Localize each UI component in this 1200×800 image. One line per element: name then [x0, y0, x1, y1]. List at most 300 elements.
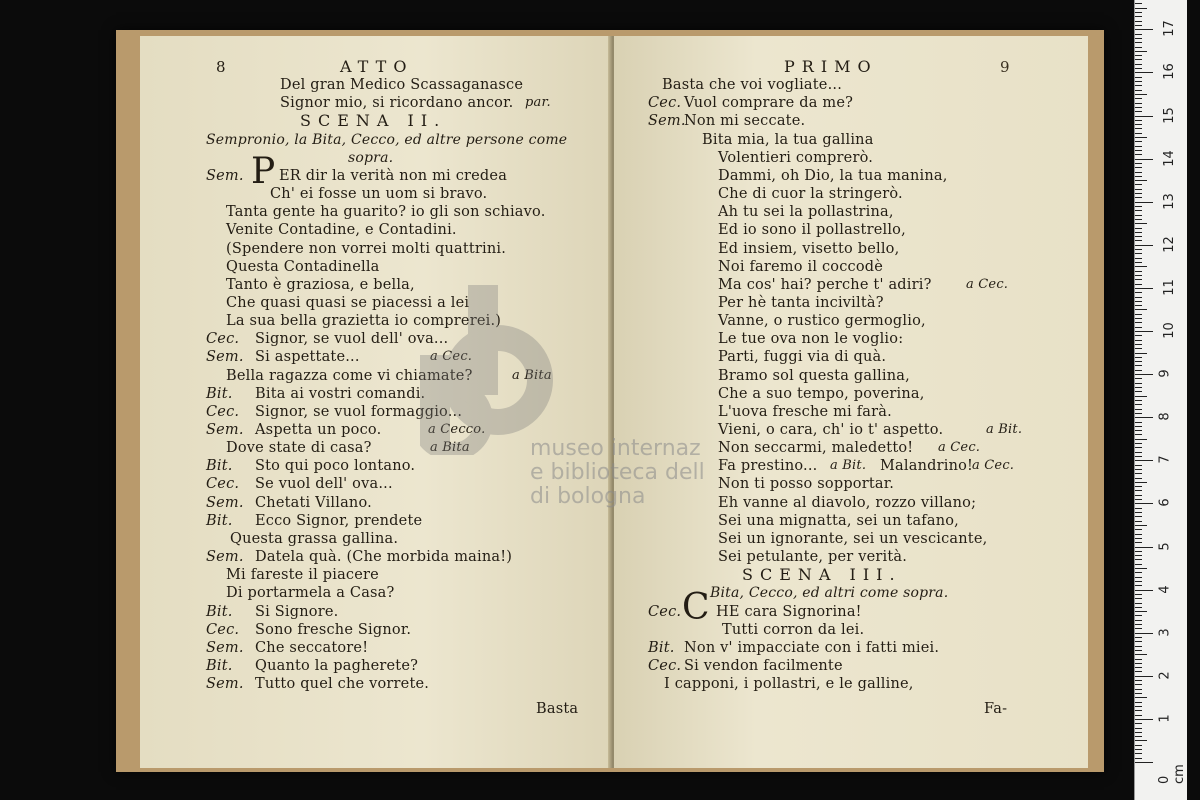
ruler-tick	[1135, 240, 1142, 241]
ruler-tick	[1135, 34, 1142, 35]
ruler-tick	[1135, 383, 1142, 384]
ruler-tick	[1135, 478, 1142, 479]
ruler-tick	[1135, 228, 1142, 229]
ruler-tick	[1135, 490, 1142, 491]
ruler-tick	[1135, 736, 1142, 737]
ruler-tick	[1135, 499, 1142, 500]
ruler-label: 16	[1161, 63, 1177, 81]
ruler-tick	[1135, 197, 1142, 198]
ruler-tick	[1135, 594, 1142, 595]
text-line: Tutti corron da lei.	[722, 621, 865, 638]
stage-direction: a Bit.	[986, 422, 1023, 437]
text-line: Se vuol dell' ova...	[255, 476, 393, 493]
speaker-label: Cec.	[648, 95, 682, 112]
page-number: 8	[216, 58, 226, 76]
text-line: Tanta gente ha guarito? io gli son schiavo.	[226, 204, 546, 221]
speaker-label: Cec.	[206, 621, 240, 638]
stage-direction: a Bit.	[830, 458, 867, 474]
ruler-tick	[1135, 460, 1153, 461]
ruler-tick	[1135, 314, 1142, 315]
text-line: Parti, fuggi via di quà.	[718, 349, 887, 366]
ruler-tick	[1135, 676, 1153, 677]
ruler-tick	[1135, 116, 1153, 117]
ruler-tick	[1135, 301, 1142, 302]
ruler-tick	[1135, 659, 1142, 660]
running-head: PRIMO	[784, 57, 878, 76]
ruler-tick	[1135, 542, 1142, 543]
ruler-tick	[1135, 357, 1142, 358]
text-line: Signor, se vuol formaggio...	[255, 403, 463, 420]
ruler-tick	[1135, 473, 1142, 474]
text-line: Aspetta un poco.	[255, 422, 382, 438]
text-line: Bita mia, la tua gallina	[702, 131, 874, 148]
ruler-tick	[1135, 249, 1142, 250]
ruler-tick	[1135, 202, 1153, 203]
ruler-tick	[1135, 318, 1142, 319]
ruler-tick	[1135, 456, 1142, 457]
ruler-tick	[1135, 547, 1153, 548]
text-line: Vanne, o rustico germoglio,	[718, 313, 926, 330]
ruler-tick	[1135, 641, 1142, 642]
ruler-tick	[1135, 719, 1153, 720]
stage-direction: a Cecco.	[428, 422, 486, 437]
ruler-tick	[1135, 42, 1142, 43]
text-line: I capponi, i pollastri, e le galline,	[664, 676, 914, 693]
ruler-tick	[1135, 452, 1142, 453]
ruler-tick	[1135, 68, 1142, 69]
ruler-tick	[1135, 107, 1142, 108]
speaker-label: Cec.	[648, 603, 682, 620]
ruler-tick	[1135, 637, 1142, 638]
speaker-label: Bit.	[206, 385, 233, 402]
text-line: Non v' impacciate con i fatti miei.	[684, 639, 940, 656]
ruler-label: 12	[1161, 236, 1177, 253]
ruler-tick	[1135, 215, 1142, 216]
ruler-tick	[1135, 103, 1142, 104]
ruler-tick	[1135, 284, 1142, 285]
ruler-tick	[1135, 607, 1142, 608]
ruler-tick	[1135, 374, 1153, 375]
ruler-tick	[1135, 292, 1142, 293]
text-line: Sono fresche Signor.	[255, 621, 412, 638]
ruler-tick	[1135, 176, 1142, 177]
ruler-label: 3	[1157, 628, 1173, 637]
ruler-label: 8	[1157, 412, 1173, 421]
ruler-tick	[1135, 728, 1142, 729]
text-line: Bramo sol questa gallina,	[718, 367, 910, 384]
ruler-label: 17	[1161, 20, 1177, 38]
text-line: Non mi seccate.	[684, 113, 806, 130]
text-line: Ed io sono il pollastrello,	[718, 222, 906, 239]
speaker-label: Sem.	[206, 549, 244, 566]
ruler-tick	[1135, 465, 1142, 466]
ruler-tick	[1135, 512, 1142, 513]
ruler-tick	[1135, 172, 1142, 173]
ruler-tick	[1135, 396, 1147, 397]
text-line: Si Signore.	[255, 603, 339, 620]
ruler-tick	[1135, 253, 1142, 254]
text-line: Non seccarmi, maledetto!	[718, 440, 914, 457]
stage-direction: a Bita	[512, 367, 552, 383]
ruler-tick	[1135, 422, 1142, 423]
ruler-unit-label: 0 cm	[1157, 764, 1187, 784]
ruler-tick	[1135, 146, 1142, 147]
ruler-label: 5	[1157, 541, 1173, 551]
ruler-tick	[1135, 210, 1142, 211]
speaker-label: Sem.	[648, 113, 686, 130]
ruler-tick	[1135, 516, 1142, 517]
text-line: Sei un ignorante, sei un vescicante,	[718, 530, 988, 547]
ruler-tick	[1135, 654, 1147, 655]
ruler-tick	[1135, 624, 1142, 625]
ruler-tick	[1135, 81, 1142, 82]
ruler-tick	[1135, 193, 1142, 194]
ruler-tick	[1135, 684, 1142, 685]
ruler-tick	[1135, 120, 1142, 121]
text-line: Dove state di casa?	[226, 440, 372, 457]
ruler-tick	[1135, 758, 1142, 759]
ruler-tick	[1135, 439, 1147, 440]
text-line: Ch' ei fosse un uom si bravo.	[270, 186, 488, 203]
text-line: Sto qui poco lontano.	[255, 458, 416, 475]
catchword: Basta	[536, 701, 579, 717]
ruler-tick	[1135, 141, 1142, 142]
ruler-tick	[1135, 525, 1147, 526]
ruler-tick	[1135, 521, 1142, 522]
ruler-tick	[1135, 663, 1142, 664]
watermark-text-3: di bologna	[530, 484, 646, 509]
stage-direction: a Cec.	[972, 458, 1015, 474]
speaker-label: Sem.	[206, 349, 244, 366]
text-line: HE cara Signorina!	[716, 603, 862, 620]
text-line: Malandrino!	[880, 458, 974, 475]
text-line: Dammi, oh Dio, la tua manina,	[718, 167, 948, 184]
ruler-tick	[1135, 64, 1142, 65]
speaker-label: Sem.	[206, 676, 244, 693]
ruler-tick	[1135, 262, 1142, 263]
ruler-tick	[1135, 111, 1142, 112]
speaker-label: Bit.	[648, 639, 675, 656]
ruler-label: 15	[1161, 106, 1177, 124]
ruler-tick	[1135, 603, 1142, 604]
text-line: Questa Contadinella	[226, 258, 380, 275]
ruler-tick	[1135, 258, 1142, 259]
ruler-tick	[1135, 723, 1142, 724]
text-line: L'uova fresche mi farà.	[718, 403, 892, 420]
ruler-tick	[1135, 331, 1153, 332]
ruler-tick	[1135, 55, 1142, 56]
text-line: Venite Contadine, e Contadini.	[226, 222, 457, 239]
ruler-label: 6	[1157, 498, 1173, 508]
watermark-logo	[420, 285, 560, 455]
ruler-tick	[1135, 409, 1142, 410]
ruler-tick	[1135, 206, 1142, 207]
text-line: Non ti posso sopportar.	[718, 476, 895, 493]
right-page	[614, 36, 1088, 768]
stage-direction: a Cec.	[430, 349, 473, 365]
ruler-label: 4	[1157, 584, 1173, 594]
text-line: Per hè tanta inciviltà?	[718, 294, 884, 311]
ruler-tick	[1135, 413, 1142, 414]
speaker-label: Bit.	[206, 657, 233, 674]
text-line: La sua bella grazietta io comprerei.)	[226, 313, 502, 330]
speaker-label: Cec.	[206, 331, 240, 348]
text-line: Che quasi quasi se piacessi a lei	[226, 294, 470, 311]
text-line: Basta che voi vogliate...	[662, 77, 842, 94]
speaker-label: Bit.	[206, 512, 233, 529]
ruler-tick	[1135, 3, 1142, 4]
text-line: Si aspettate...	[255, 349, 360, 366]
scene-heading: SCENA II.	[300, 111, 447, 131]
ruler-tick	[1135, 529, 1142, 530]
ruler-tick	[1135, 615, 1142, 616]
ruler-tick	[1135, 133, 1142, 134]
ruler-tick	[1135, 585, 1142, 586]
ruler-tick	[1135, 245, 1153, 246]
ruler-tick	[1135, 236, 1142, 237]
ruler-tick	[1135, 538, 1142, 539]
ruler-tick	[1135, 72, 1153, 73]
watermark-text-2: e biblioteca dell	[530, 460, 705, 485]
ruler-tick	[1135, 732, 1142, 733]
watermark-text-1: museo internaz	[530, 436, 701, 461]
ruler-tick	[1135, 90, 1142, 91]
ruler-tick	[1135, 25, 1142, 26]
scene-cast: sopra.	[348, 149, 394, 166]
speaker-label: Bit.	[206, 603, 233, 620]
drop-cap: P	[251, 150, 276, 192]
ruler-tick	[1135, 443, 1142, 444]
ruler-tick	[1135, 710, 1142, 711]
text-line: Di portarmela a Casa?	[226, 585, 395, 602]
stage-direction: a Cec.	[938, 440, 981, 456]
stage-direction: a Bita	[430, 440, 470, 456]
ruler-tick	[1135, 391, 1142, 392]
ruler-tick	[1135, 430, 1142, 431]
ruler-label: 2	[1157, 671, 1173, 680]
ruler-tick	[1135, 667, 1142, 668]
ruler-tick	[1135, 745, 1142, 746]
text-line: ER dir la verità non mi credea	[279, 167, 508, 184]
ruler-tick	[1135, 77, 1142, 78]
ruler-tick	[1135, 702, 1142, 703]
ruler-tick	[1135, 184, 1142, 185]
ruler-label: 9	[1157, 369, 1173, 378]
ruler-tick	[1135, 646, 1142, 647]
ruler-tick	[1135, 577, 1142, 578]
ruler-tick	[1135, 628, 1142, 629]
ruler-tick	[1135, 715, 1142, 716]
ruler-tick	[1135, 697, 1147, 698]
ruler-tick	[1135, 159, 1153, 160]
ruler-tick	[1135, 128, 1142, 129]
text-line: Fa prestino...	[718, 458, 818, 475]
ruler-tick	[1135, 740, 1147, 741]
ruler-tick	[1135, 266, 1147, 267]
ruler-tick	[1135, 353, 1147, 354]
ruler-tick	[1135, 495, 1142, 496]
ruler-tick	[1135, 611, 1147, 612]
ruler-tick	[1135, 671, 1142, 672]
ruler-tick	[1135, 387, 1142, 388]
ruler-tick	[1135, 150, 1142, 151]
text-line: Chetati Villano.	[255, 494, 372, 511]
ruler-label: 14	[1161, 149, 1177, 167]
ruler-tick	[1135, 344, 1142, 345]
ruler-tick	[1135, 749, 1142, 750]
text-line: Volentieri comprerò.	[718, 149, 874, 166]
ruler-label: 10	[1161, 322, 1177, 339]
text-line: Le tue ova non le voglio:	[718, 331, 904, 348]
text-line: Ecco Signor, prendete	[255, 512, 423, 529]
ruler-tick	[1135, 47, 1142, 48]
catchword: Fa-	[984, 701, 1008, 717]
ruler-tick	[1135, 163, 1142, 164]
ruler-tick	[1135, 361, 1142, 362]
ruler-tick	[1135, 564, 1142, 565]
speaker-label: Cec.	[206, 403, 240, 420]
text-line: Sei petulante, per verità.	[718, 549, 908, 566]
ruler-tick	[1135, 555, 1142, 556]
speaker-label: Sem.	[206, 167, 244, 184]
text-line: Signor, se vuol dell' ova...	[255, 331, 449, 348]
ruler-tick	[1135, 633, 1153, 634]
ruler-tick	[1135, 309, 1147, 310]
text-line: Datela quà. (Che morbida maina!)	[255, 549, 513, 566]
text-line: Questa grassa gallina.	[230, 530, 399, 547]
speaker-label: Bit.	[206, 458, 233, 475]
speaker-label: Sem.	[206, 494, 244, 511]
ruler-tick	[1135, 16, 1142, 17]
ruler-tick	[1135, 8, 1147, 9]
ruler-tick	[1135, 340, 1142, 341]
ruler-tick	[1135, 51, 1147, 52]
ruler-tick	[1135, 503, 1153, 504]
ruler-tick	[1135, 29, 1153, 30]
stage-direction: a Cec.	[966, 276, 1009, 292]
ruler-tick	[1135, 753, 1142, 754]
ruler-tick	[1135, 85, 1142, 86]
ruler-tick	[1135, 568, 1147, 569]
speaker-label: Cec.	[206, 476, 240, 493]
text-line: Eh vanne al diavolo, rozzo villano;	[718, 494, 977, 511]
scene-heading: SCENA III.	[742, 565, 902, 585]
ruler-tick	[1135, 486, 1142, 487]
ruler-tick	[1135, 94, 1147, 95]
ruler-tick	[1135, 400, 1142, 401]
scene-cast: Bita, Cecco, ed altri come sopra.	[710, 585, 949, 602]
text-line: Si vendon facilmente	[684, 657, 843, 674]
text-line: Noi faremo il coccodè	[718, 258, 884, 275]
ruler-tick	[1135, 279, 1142, 280]
ruler-tick	[1135, 689, 1142, 690]
ruler-tick	[1135, 180, 1147, 181]
ruler-label: 7	[1157, 455, 1173, 464]
ruler-tick	[1135, 348, 1142, 349]
ruler-tick	[1135, 288, 1153, 289]
text-line: Vieni, o cara, ch' io t' aspetto.	[718, 422, 944, 438]
ruler-tick	[1135, 98, 1142, 99]
ruler-tick	[1135, 322, 1142, 323]
text-line: Ed insiem, visetto bello,	[718, 240, 900, 257]
ruler-tick	[1135, 271, 1142, 272]
text-line: Che a suo tempo, poverina,	[718, 385, 925, 402]
ruler-tick	[1135, 598, 1142, 599]
ruler-tick	[1135, 508, 1142, 509]
text-line: Tanto è graziosa, e bella,	[226, 276, 415, 293]
ruler-tick	[1135, 327, 1142, 328]
ruler-tick	[1135, 469, 1142, 470]
drop-cap: C	[682, 586, 710, 628]
ruler-tick	[1135, 404, 1142, 405]
text-line: Del gran Medico Scassaganasce	[280, 77, 524, 94]
ruler-tick	[1135, 559, 1142, 560]
text-line: Bella ragazza come vi chiamate?	[226, 367, 473, 384]
text-line: Quanto la pagherete?	[255, 657, 419, 674]
ruler-label: 13	[1161, 192, 1177, 210]
ruler-tick	[1135, 620, 1142, 621]
ruler-tick	[1135, 297, 1142, 298]
ruler-tick	[1135, 335, 1142, 336]
text-line: Sei una mignatta, sei un tafano,	[718, 512, 959, 529]
ruler-label: 11	[1161, 279, 1177, 296]
ruler-tick	[1135, 581, 1142, 582]
ruler-tick	[1135, 534, 1142, 535]
scene-cast: Sempronio, la Bita, Cecco, ed altre persone come	[206, 131, 568, 148]
ruler-tick	[1135, 482, 1147, 483]
ruler-tick	[1135, 167, 1142, 168]
text-line: Bita ai vostri comandi.	[255, 385, 426, 402]
ruler-tick	[1135, 370, 1142, 371]
ruler-tick	[1135, 378, 1142, 379]
ruler-tick	[1135, 365, 1142, 366]
ruler-tick	[1135, 426, 1142, 427]
measurement-ruler	[1134, 0, 1187, 800]
stage-direction: par.	[525, 95, 551, 111]
ruler-tick	[1135, 706, 1142, 707]
text-line: Che seccatore!	[255, 639, 369, 656]
text-line: Tutto quel che vorrete.	[255, 676, 430, 693]
ruler-tick	[1135, 551, 1142, 552]
ruler-tick	[1135, 223, 1147, 224]
ruler-tick	[1135, 590, 1153, 591]
ruler-tick	[1135, 219, 1142, 220]
ruler-tick	[1135, 189, 1142, 190]
ruler-tick	[1135, 434, 1142, 435]
ruler-tick	[1135, 417, 1153, 418]
running-head: ATTO	[340, 57, 414, 76]
ruler-tick	[1135, 305, 1142, 306]
ruler-tick	[1135, 447, 1142, 448]
ruler-tick	[1135, 693, 1142, 694]
speaker-label: Sem.	[206, 639, 244, 656]
ruler-tick	[1135, 762, 1153, 763]
ruler-tick	[1135, 154, 1142, 155]
text-line: Ah tu sei la pollastrina,	[718, 204, 894, 221]
ruler-tick	[1135, 650, 1142, 651]
ruler-tick	[1135, 137, 1147, 138]
text-line: Mi fareste il piacere	[226, 567, 379, 584]
page-number: 9	[1000, 58, 1010, 76]
ruler-tick	[1135, 12, 1142, 13]
ruler-label: 1	[1157, 714, 1173, 723]
ruler-tick	[1135, 124, 1142, 125]
text-line: Vuol comprare da me?	[684, 95, 854, 112]
ruler-tick	[1135, 59, 1142, 60]
speaker-label: Cec.	[648, 657, 682, 674]
text-line: Che di cuor la stringerò.	[718, 186, 903, 203]
ruler-tick	[1135, 680, 1142, 681]
